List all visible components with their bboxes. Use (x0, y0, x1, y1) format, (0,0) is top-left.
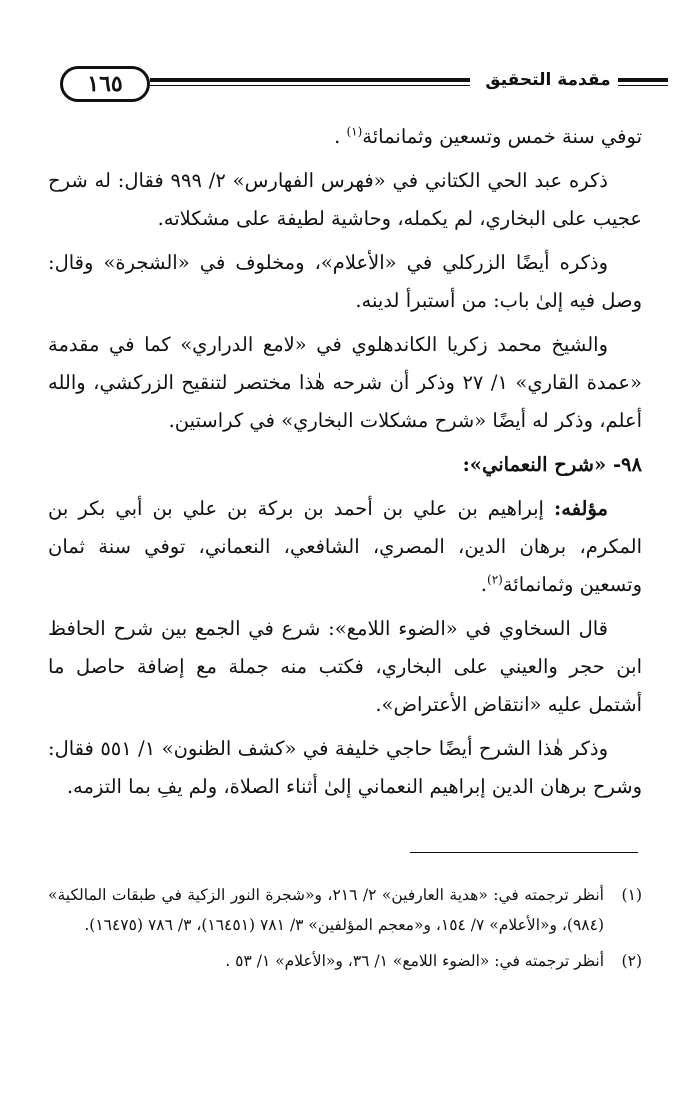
main-text (48, 118, 642, 812)
footnote-ref-2[interactable]: (٢) (487, 572, 503, 587)
footnotes (48, 880, 642, 982)
paragraph-author: مؤلفه: إبراهيم بن علي بن أحمد بن بركة بن علي بن أبي بكر بن المكرم، برهان الدين، المصري، الشافعي، النعماني، توفي سنة ثمان وتسعين وثمانمائة$^{(٢)}$. (48, 497, 642, 596)
footnote-number: (٢) (621, 952, 642, 970)
footnote-ref-1[interactable]: (١) (346, 124, 363, 139)
paragraph-zirikli: وذكره أيضًا الزركلي في «الأعلام»، ومخلوف في «الشجرة» وقال: وصل فيه إلىٰ باب: من أستبرأ لدينه. (48, 251, 642, 312)
paragraph-sakhawi: قال السخاوي في «الضوء اللامع»: شرع في الجمع بين شرح الحافظ ابن حجر والعيني على البخاري، فكتب منه جملة مع إضافة حاصل ما أشتمل عليه «انتقاض الأعتراض». (48, 617, 642, 716)
paragraph-kandhlawi: والشيخ محمد زكريا الكاندهلوي في «لامع الدراري» كما في مقدمة «عمدة القاري» ١/ ٢٧ وذكر أن شرحه هٰذا مختصر لتنقيح الزركشي، والله أعلم، وذكر له أيضًا «شرح مشكلات البخاري» في كراستين. (48, 333, 642, 432)
footnote-separator (410, 852, 638, 853)
footnote-1: (١)أنظر ترجمته في: «هدية العارفين» ٢/ ٢١٦، و«شجرة النور الزكية في طبقات المالكية» (٩٨٤)، و«الأعلام» ٧/ ١٥٤، و«معجم المؤلفين» ٣/ ٧٨١ (١٦٤٥١)، ٣/ ٧٨٦ (١٦٤٧٥). (48, 880, 642, 940)
header-title: مقدمة التحقيق (485, 70, 611, 90)
author-label: مؤلفه: (554, 497, 608, 520)
section-heading-98: ٩٨- «شرح النعماني»: (462, 453, 642, 476)
paragraph-death-date: توفي سنة خمس وتسعين وثمانمائة$^{(١)}$ . (334, 124, 642, 148)
running-header (60, 62, 626, 112)
paragraph-haji-khalifa: وذكر هٰذا الشرح أيضًا حاجي خليفة في «كشف الظنون» ١/ ٥٥١ فقال: وشرح برهان الدين إبراهيم النعماني إلىٰ أثناء الصلاة، ولم يفِ بما التزمه. (48, 737, 642, 798)
footnote-number: (١) (621, 886, 642, 904)
header-rule-right (618, 78, 668, 86)
header-rule-left (150, 78, 470, 86)
paragraph-kattani: ذكره عبد الحي الكتاني في «فهرس الفهارس» ٢/ ٩٩٩ فقال: له شرح عجيب على البخاري، لم يكمله، وحاشية لطيفة على مشكلاته. (48, 169, 642, 230)
page-number: ١٦٥ (60, 66, 150, 102)
footnote-2: (٢)أنظر ترجمته في: «الضوء اللامع» ١/ ٣٦، و«الأعلام» ١/ ٥٣ . (48, 946, 642, 976)
